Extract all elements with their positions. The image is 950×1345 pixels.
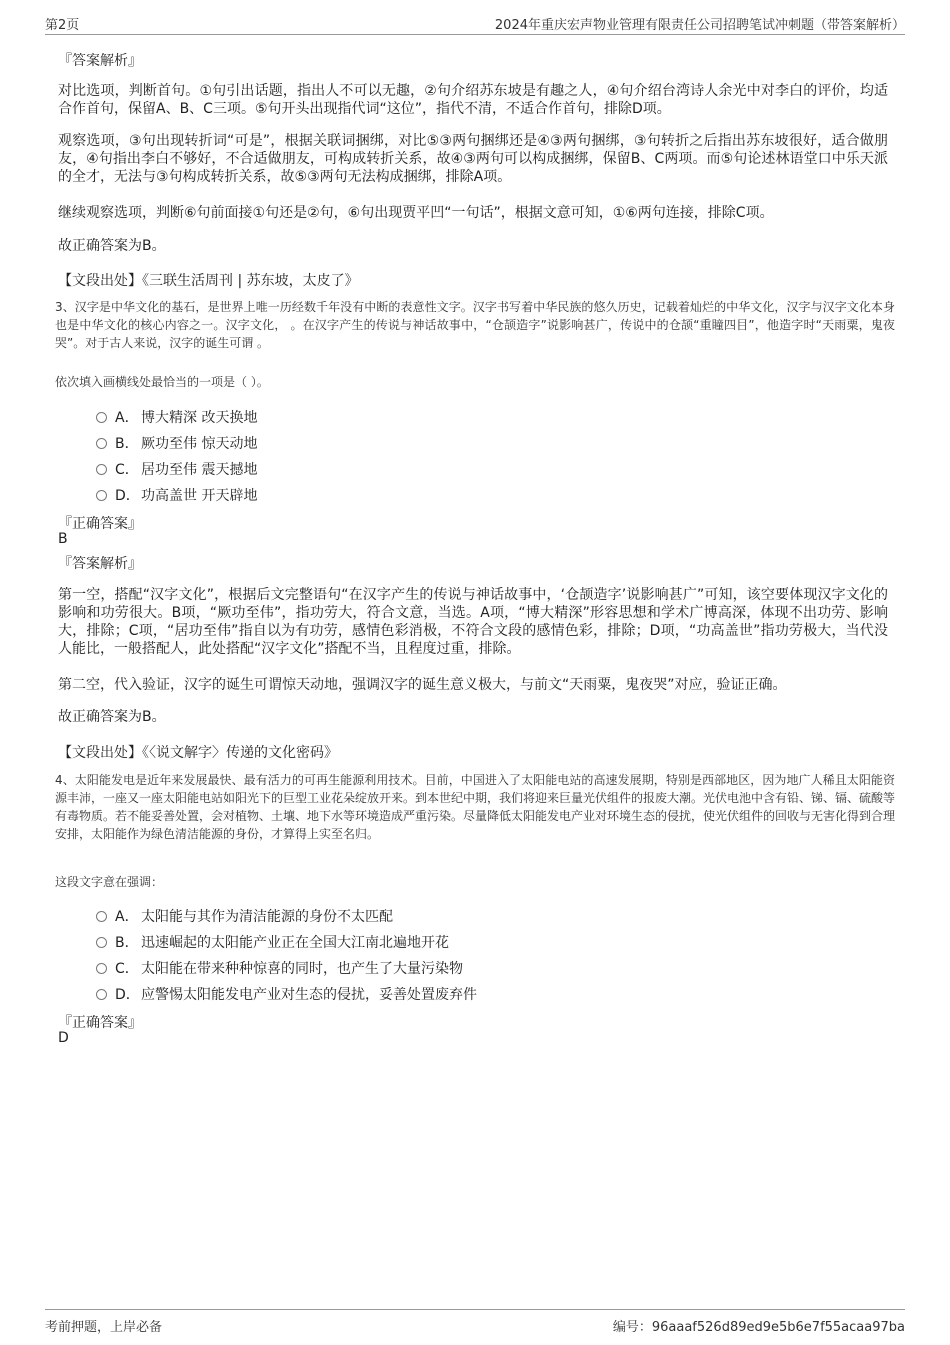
analysis-paragraph: 第一空，搭配“汉字文化”，根据后文完整语句“在汉字产生的传说与神话故事中，‘仓颉造字’说影响甚广”可知，该空要体现汉字文化的影响和功劳很大。B项，“厥功至伟”，指功劳大，符合文意，当选。A项，“博大精深”形容思想和学术广博高深，体现不出功劳、影响大，排除；C项，“居功至伟”指自以为有功劳，感情色彩消极，不符合文段的感情色彩，排除；D项，“功高盖世”指功劳极大，当代没人能比，一般搭配人，此处搭配“汉字文化”搭配不当，且程度过重，排除。 bbox=[58, 587, 888, 657]
analysis-paragraph: 故正确答案为B。 bbox=[58, 709, 166, 725]
question-stem: 3、汉字是中华文化的基石，是世界上唯一历经数千年没有中断的表意性文字。汉字书写着中华民族的悠久历史，记载着灿烂的中华文化，汉字与汉字文化本身也是中华文化的核心内容之一。汉字文化， 。在汉字产生的传说与神话故事中，“仓颉造字”说影响甚广，传说中的仓颉“重瞳四目”，他造字时“天雨粟，鬼夜哭”。对于古人来说，汉字的诞生可谓 。 bbox=[55, 300, 895, 350]
option-label: C． bbox=[115, 462, 139, 478]
option-c[interactable] bbox=[96, 958, 463, 978]
analysis-paragraph: 第二空，代入验证，汉字的诞生可谓惊天动地，强调汉字的诞生意义极大，与前文“天雨粟，鬼夜哭”对应，验证正确。 bbox=[58, 677, 787, 693]
radio-icon[interactable] bbox=[96, 412, 107, 423]
page-footer bbox=[45, 1309, 905, 1336]
correct-answer: D bbox=[58, 1030, 69, 1046]
option-label: B． bbox=[115, 436, 139, 452]
analysis-heading: 『答案解析』 bbox=[58, 556, 142, 572]
source-citation: 【文段出处】《三联生活周刊 | 苏东坡，太皮了》 bbox=[58, 273, 359, 289]
radio-icon[interactable] bbox=[96, 464, 107, 475]
option-text: 居功至伟 震天撼地 bbox=[141, 462, 258, 478]
analysis-paragraph: 对比选项，判断首句。①句引出话题，指出人不可以无趣，②句介绍苏东坡是有趣之人，④句介绍台湾诗人余光中对李白的评价，均适合作首句，保留A、B、C三项。⑤句开头出现指代词“这位”，指代不清，不适合作首句，排除D项。 bbox=[58, 83, 888, 117]
option-text: 厥功至伟 惊天动地 bbox=[141, 436, 258, 452]
correct-answer: B bbox=[58, 531, 68, 547]
option-label: A． bbox=[115, 909, 139, 925]
radio-icon[interactable] bbox=[96, 438, 107, 449]
question-prompt: 依次填入画横线处最恰当的一项是（ ）。 bbox=[55, 375, 269, 389]
option-text: 太阳能与其作为清洁能源的身份不太匹配 bbox=[141, 909, 393, 925]
radio-icon[interactable] bbox=[96, 963, 107, 974]
option-text: 迅速崛起的太阳能产业正在全国大江南北遍地开花 bbox=[141, 935, 449, 951]
option-b[interactable] bbox=[96, 433, 257, 453]
correct-answer-heading: 『正确答案』 bbox=[58, 516, 142, 532]
document-id: 编号：96aaaf526d89ed9e5b6e7f55acaa97ba bbox=[612, 1320, 905, 1335]
document-title: 2024年重庆宏声物业管理有限责任公司招聘笔试冲刺题（带答案解析） bbox=[494, 18, 905, 33]
radio-icon[interactable] bbox=[96, 937, 107, 948]
option-text: 功高盖世 开天辟地 bbox=[141, 488, 258, 504]
option-text: 博大精深 改天换地 bbox=[141, 410, 258, 426]
footer-slogan: 考前押题，上岸必备 bbox=[45, 1320, 163, 1335]
analysis-paragraph: 故正确答案为B。 bbox=[58, 238, 166, 254]
option-d[interactable] bbox=[96, 485, 257, 505]
option-label: B． bbox=[115, 935, 139, 951]
option-c[interactable] bbox=[96, 459, 257, 479]
option-label: D． bbox=[115, 987, 140, 1003]
correct-answer-heading: 『正确答案』 bbox=[58, 1015, 142, 1031]
option-d[interactable] bbox=[96, 984, 477, 1004]
option-b[interactable] bbox=[96, 932, 449, 952]
radio-icon[interactable] bbox=[96, 989, 107, 1000]
source-citation: 【文段出处】《〈说文解字〉传递的文化密码》 bbox=[58, 745, 338, 761]
option-label: D． bbox=[115, 488, 140, 504]
question-stem: 4、太阳能发电是近年来发展最快、最有活力的可再生能源利用技术。目前，中国进入了太阳能电站的高速发展期，特别是西部地区，因为地广人稀且太阳能资源丰沛，一座又一座太阳能电站如阳光下的巨型工业花朵绽放开来。到本世纪中期，我们将迎来巨量光伏组件的报废大潮。光伏电池中含有铅、锑、镉、硫酸等有毒物质。若不能妥善处置，会对植物、土壤、地下水等环境造成严重污染。尽量降低太阳能发电产业对环境生态的侵扰，使光伏组件的回收与无害化得到合理安排，太阳能作为绿色清洁能源的身份，才算得上实至名归。 bbox=[55, 773, 896, 841]
radio-icon[interactable] bbox=[96, 490, 107, 501]
option-label: C． bbox=[115, 961, 139, 977]
page-header bbox=[45, 14, 905, 35]
option-label: A． bbox=[115, 410, 139, 426]
analysis-paragraph: 继续观察选项，判断⑥句前面接①句还是②句，⑥句出现贾平凹“一句话”，根据文意可知，①⑥两句连接，排除C项。 bbox=[58, 205, 774, 221]
option-a[interactable] bbox=[96, 906, 393, 926]
analysis-paragraph: 观察选项，③句出现转折词“可是”，根据关联词捆绑，对比⑤③两句捆绑还是④③两句捆绑，③句转折之后指出苏东坡很好，适合做朋友，④句指出李白不够好，不合适做朋友，可构成转折关系，故④③两句可以构成捆绑，保留B、C两项。而⑤句论述林语堂口中乐天派的全才，无法与③句构成转折关系，故⑤③两句无法构成捆绑，排除A项。 bbox=[58, 133, 888, 185]
option-text: 太阳能在带来种种惊喜的同时，也产生了大量污染物 bbox=[141, 961, 463, 977]
page-number: 第2页 bbox=[45, 18, 80, 33]
radio-icon[interactable] bbox=[96, 911, 107, 922]
question-prompt: 这段文字意在强调： bbox=[55, 875, 164, 889]
analysis-heading: 『答案解析』 bbox=[58, 53, 142, 69]
option-text: 应警惕太阳能发电产业对生态的侵扰，妥善处置废弃件 bbox=[141, 987, 477, 1003]
option-a[interactable] bbox=[96, 407, 257, 427]
